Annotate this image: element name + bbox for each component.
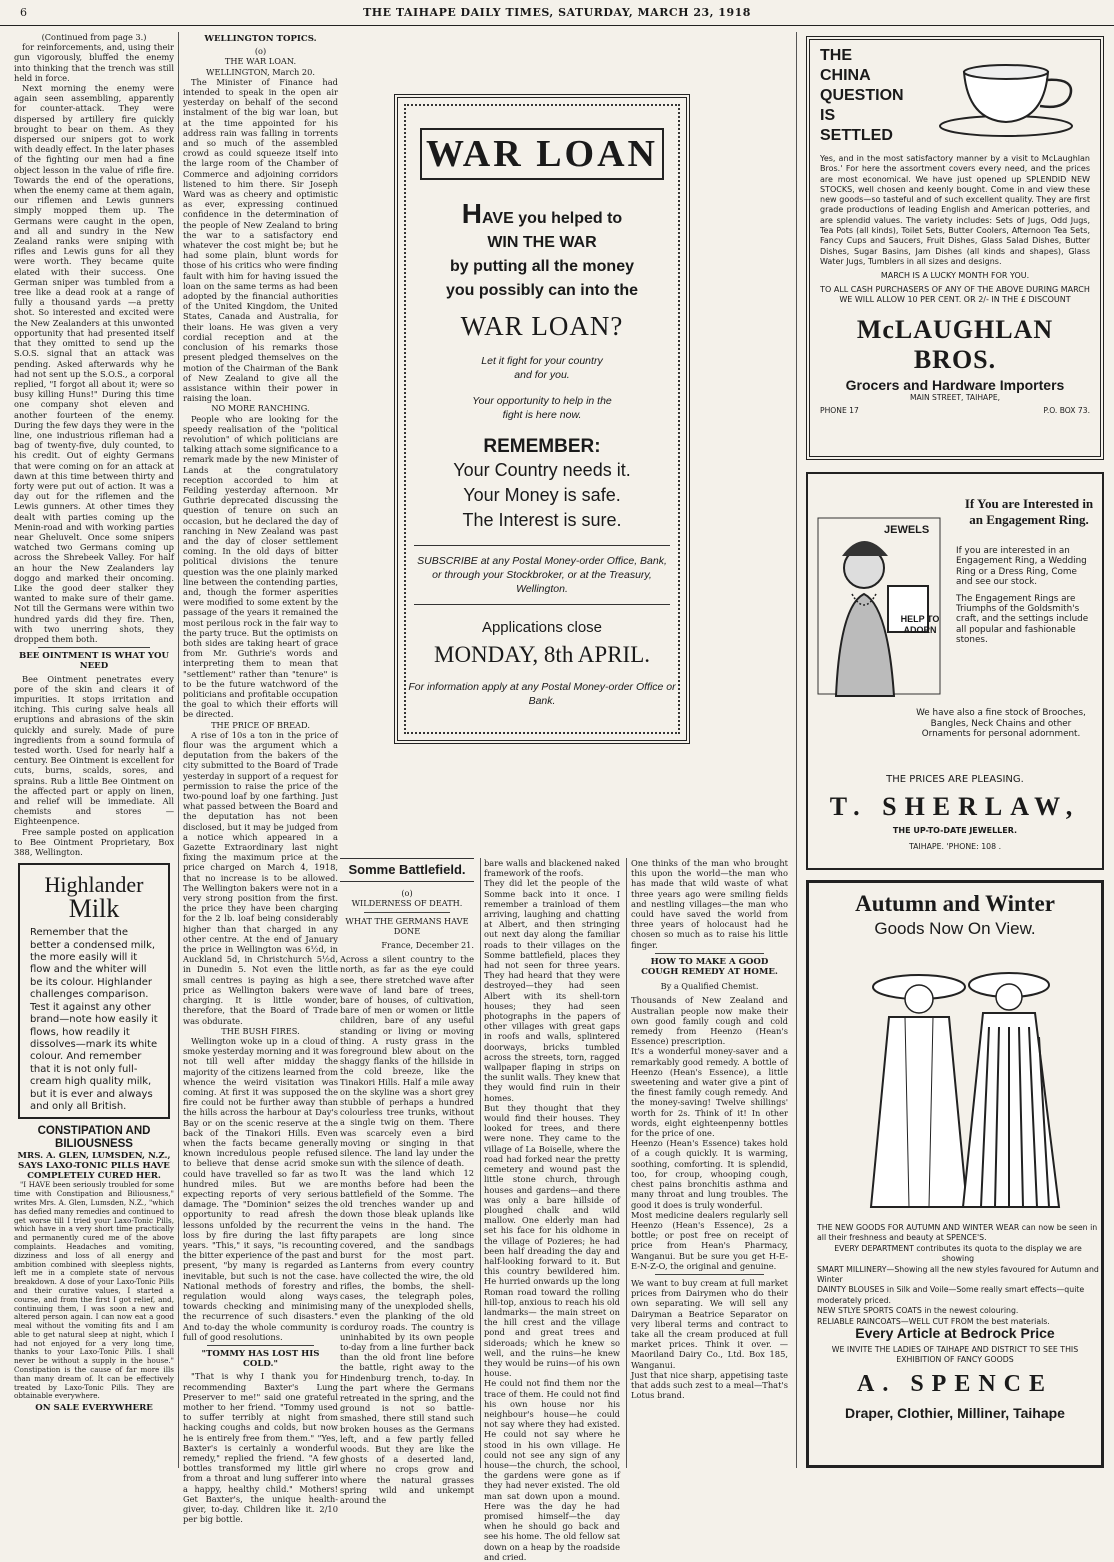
- article-paragraph: They did let the people of the Somme back into it once. I remember a trainload of them arriving, laughing and chatting at Albert, and then stringing out next day along the familiar roads to their villages on the Somme battlefield, places they had not seen for three years. They had heard that they were destroyed—they had seen Albert with its shell-torn houses; they had seen photographs in the papers of other villages with great gaps in roofs and walls, splintered doorways, bricks tumbled across the streets, torn, ragged wallpaper flaping in strips on the sunlit walls. They knew that they would find ruin in their homes.: [484, 878, 620, 1103]
- engagement-ring-title: If You are Interested in an Engagement Ring.: [964, 496, 1094, 527]
- highlander-milk-ad: [18, 863, 170, 1119]
- engagement-ring-text: If you are interested in an Engagement Ring, a Wedding Ring or a Dress Ring, Come and see our stock. The Engagement Rings are Triumphs of the Goldsmith's craft, and the settings include all popular and fashionable stones.: [956, 546, 1089, 646]
- constipation-title: CONSTIPATION AND BILIOUSNESS: [37, 1125, 151, 1151]
- subhead-bush-fires: THE BUSH FIRES.: [221, 1025, 300, 1036]
- column-cough-remedy: [626, 858, 788, 1468]
- article-paragraph: Heenzo (Hean's Essence) takes hold of a cough quickly. It is warming, soothing, comforting. It is splendid, too, for croup, whooping cough, chest pains bronchitis asthma and many throat and lung troubles. The good it does is truly wonderful.: [631, 1138, 788, 1210]
- somme-article: [340, 858, 474, 1505]
- divider: [207, 1345, 314, 1346]
- divider: [655, 953, 764, 954]
- fight-text: Let it fight for your country and for you.: [481, 355, 603, 381]
- column-war-news: [14, 32, 174, 1468]
- bee-ointment-heading: BEE OINTMENT IS WHAT YOU NEED: [18, 651, 170, 672]
- page-number: 6: [20, 6, 27, 19]
- sherlaw-address: TAIHAPE. 'PHONE: 108 .: [908, 842, 1002, 851]
- information-text: For information apply at any Postal Money-order Office or Bank.: [408, 681, 676, 707]
- separator: (o): [254, 46, 267, 57]
- subhead-bread: THE PRICE OF BREAD.: [211, 719, 310, 730]
- teacup-illustration: [936, 60, 1086, 140]
- article-paragraph: It was the land which 12 months before had been the battlefield of the Somme. The old trenches wander up and down those bleak uplands like the veins in the hand. The parapets are long since covered, and the sandbags burst for the most part. Lanterns from every country have collected the wire, the old rifles, the bombs, the shell-cases, the telegraph poles, many of the unexploded shells, even the planking of the old corduroy roads. The country is uninhabited by its own people to-day from a line further back than the old front line before the battle, right away to the Hindenburg trench, to-day. In the part where the Germans retreated in the spring, and the ground is not so battle-smashed, there still stand such broken houses as the Germans left, and a few partly felled woods. But they are like the ghosts of a deserted land, where no crops grow and where the natural grasses spring wild and unkempt around the: [340, 1168, 474, 1505]
- mclaughlan-ad: [806, 36, 1104, 460]
- march-heading: MARCH IS A LUCKY MONTH FOR YOU.: [880, 271, 1030, 281]
- remember-list: Your Country needs it. Your Money is safe. The Interest is sure.: [453, 460, 631, 530]
- constipation-ad: [14, 1125, 174, 1413]
- article-paragraph: It's a wonderful money-saver and a remarkably good remedy. A bottle of Heenzo (Hean's Essence), a little sweetening and water give a pint of the finest family cough remedy. And the money-saving! Twelve shillings' worth for 2s. Think of it! In other words, eight eighteenpenny bottles for the price of one.: [631, 1046, 788, 1139]
- invitation-text: WE INVITE THE LADIES OF TAIHAPE AND DISTRICT TO SEE THIS EXHIBITION OF FANCY GOODS: [831, 1345, 1079, 1364]
- sherlaw-ad: [806, 472, 1104, 870]
- jewels-label: JEWELS: [884, 524, 930, 536]
- column-wellington-topics: [178, 32, 338, 1525]
- somme-subhead: WILDERNESS OF DEATH.: [351, 898, 463, 909]
- war-loan-ad: [394, 94, 690, 744]
- article-paragraph: bare walls and blackened naked framework of the roofs.: [484, 858, 620, 879]
- somme-subhead-2: WHAT THE GERMANS HAVE DONE: [345, 915, 469, 936]
- closing-date: MONDAY, 8th APRIL.: [434, 642, 650, 667]
- masthead-title: THE TAIHAPE DAILY TIMES, SATURDAY, MARCH 23, 1918: [363, 6, 751, 19]
- subhead-ranching: NO MORE RANCHING.: [211, 403, 310, 414]
- remember-heading: REMEMBER:: [483, 436, 601, 457]
- lotus-notice: Just that nice sharp, appetising taste that adds such zest to a meal—That's Lotus brand.: [631, 1369, 788, 1401]
- dateline: France, December 21.: [381, 940, 474, 951]
- separator: (o): [401, 888, 413, 899]
- china-question-title: THE CHINA QUESTION IS SETTLED: [820, 47, 904, 144]
- war-loan-title: WAR LOAN: [420, 128, 664, 180]
- applications-close: Applications close: [481, 619, 603, 636]
- war-loan-question: HAVE you helped to WIN THE WAR by putting all the money you possibly can into the: [445, 198, 639, 299]
- article-paragraph: for reinforcements, and, using their gun vigorously, bluffed the enemy into thinking that the trench was still held in force.: [14, 42, 174, 83]
- spence-trade: Draper, Clothier, Milliner, Taihape: [845, 1405, 1065, 1421]
- autumn-winter-title: Autumn and Winter: [855, 891, 1055, 916]
- highlander-text: Remember that the better a condensed milk, the more easily will it flow and the whiter will be its colour. Highlander challenges comparison. Test it against any other brand—note how easily it flows, how readily it dissolves—mark its white colour. And remember that it is not only full-cream high quality milk, but it is ever and always and only all British.: [30, 927, 158, 1112]
- article-paragraph: Thousands of New Zealand and Australian people now make their own good family cough and cold remedy from Heenzo (Hean's Essence) prescription.: [631, 995, 788, 1047]
- article-paragraph: A rise of 10s a ton in the price of flour was the argument which a deputation from the bakers of the city submitted to the Board of Trade yesterday in support of a request for permission to raise the price of the two-pound loaf by one farthing. Just what passed between the Board and the deputation has not been disclosed, but it may be judged from a notice which appeared in a Gazette Extraordinary last night fixing the maximum price at the price charged on March 4, 1918, that no increase is to be allowed. The Wellington bakers were not in a very strong position from the first. the price they have been charging for the 2 lb. loaf being considerably higher than that charged in any other centre. At the end of January the price in Wellington was 6½d, in Auckland 5d, in Christchurch 5½d, in Dunedin 5. Not even the little small centres is paying as high a price as Wellington bakers were charging. It is little wonder, therefore, that the Board of Trade was obdurate.: [183, 729, 338, 1026]
- article-paragraph: Most medicine dealers regularly sell Heenzo (Hean's Essence), 2s a bottle; or post free on receipt of price from Hean's Pharmacy, Wanganui. But be sure you get H-E-E-N-Z-O, the original and genuine.: [631, 1209, 788, 1271]
- bee-ointment-sample: Free sample posted on application to Bee Ointment Proprietary, Box 388, Wellington.: [14, 826, 174, 858]
- ornaments-text: We have also a fine stock of Brooches, Bangles, Neck Chains and other Ornaments for personal adornment.: [916, 708, 1086, 740]
- mclaughlan-phone: PHONE 17: [820, 406, 859, 416]
- cough-remedy-heading: HOW TO MAKE A GOOD COUGH REMEDY AT HOME.: [641, 956, 778, 978]
- article-paragraph: He could not find them nor the trace of them. He could not find his own house nor his neighbour's house—he could not say where they had existed. He could not say where he stood in his own village. He could not see any sign of any house—the church, the school, the gardens were gone as if they had never existed. The old man sat down upon a mound. Here was the day he had promised himself—the day when he should go back and see his home. The old fellow sat down on a heap by the roadside and cried.: [484, 1378, 620, 1562]
- spence-ad: [806, 880, 1104, 1468]
- war-loan-title-2: WAR LOAN?: [460, 311, 624, 341]
- dairy-notice: We want to buy cream at full market prices from Dairymen who do their own separating. We will sell any Dairyman a Beatrice Separator on very liberal terms and contract to take all the cream produced at full market prices. Think it over. — Maoriland Dairy Co., Ltd. Box 185, Wanganui.: [631, 1277, 788, 1370]
- article-paragraph: Next morning the enemy were again seen assembling, apparently for counter-attack. They were dispersed by artillery fire quickly brought to bear on them. As they dispersed our snipers got to work with deadly effect. In the later phases of the fighting our men had a fine object lesson in the value of rifle fire. Towards the end of the operations, when the enemy came at them again, our riflemen and Lewis gunners simply mopped them up. The Germans were caught in the open, and all and sundry in the New Zealand ranks were sniping with rifles and Lewis guns for all they were worth. They became quite elated with their success. One German sniper was tumbled from a tree like a dead rook at a range of fully a thousand yards —a pretty shot. So interested and excited were the New Zealanders at this unwonted opportunity that had presented itself that they omitted to send up the S.O.S. signal that an attack was pending. Asked afterwards why he had not sent up the S.O.S., a corporal replied, "I forgot all about it; were so busy killing Huns!" During this time one company shot eleven and another fourteen of the enemy. During the few days they were in the line, one industrious rifleman had a bag of twenty-five, duly counted, to his credit. Out of eighty Germans that were coming on for an attack at dawn at this time between thirty and forty were put out of action. It was a day out for the riflemen and the Lewis gunners. At other times they dealt with parties coming up the Menin-road and with working parties near Gheluvelt. Once some snipers watched two Germans coming up across the Shrebeek Valley. For half an hour the New Zealanders lay doggo and marked their oncoming. Like the good deer stalker they wanted to make sure of their game. Not till the Germans were within two hundred yards did they fire. Then, with two unerring shots, they dropped them both.: [14, 83, 174, 644]
- lady-illustration: [816, 516, 942, 696]
- goods-on-view: Goods Now On View.: [874, 919, 1036, 938]
- discount-offer: TO ALL CASH PURCHASERS OF ANY OF THE ABOVE DURING MARCH WE WILL ALLOW 10 PER CENT. OR 2/- IN THE £ DISCOUNT: [820, 285, 1090, 305]
- spence-name: A. SPENCE: [856, 1371, 1054, 1397]
- dateline: WELLINGTON, March 20.: [206, 66, 315, 77]
- spence-body: THE NEW GOODS FOR AUTUMN AND WINTER WEAR can now be seen in all their freshness and beauty at SPENCE'S. EVERY DEPARTMENT contributes its quota to the display we are showing SMART MILLINERY—Showing all the new styles favoured for Autumn and Winter DAINTY BLOUSES in Silk and Voile—Some really smart effects—quite moderately priced. NEW STLYE SPORTS COATS in the newest colouring. RELIABLE RAINCOATS—WELL CUT FROM the best materials.: [817, 1223, 1099, 1326]
- bedrock-price: Every Article at Bedrock Price: [855, 1325, 1055, 1341]
- column-rule: [796, 32, 797, 1468]
- wellington-topics-heading: WELLINGTON TOPICS.: [204, 34, 317, 44]
- somme-title: Somme Battlefield.: [340, 858, 474, 882]
- continued-note: (Continued from page 3.): [41, 32, 147, 42]
- divider: [655, 1274, 764, 1275]
- article-paragraph: Wellington woke up in a cloud of smoke yesterday morning and it was not till well after midday the majority of the citizens learned from whence the weird visitation was coming. At first it was supposed the fire could not be further away than the hills across the harbour at Day's Bay or on the scenic reserve at the back of the Tinakori Hills. Even when the facts became generally known incredulous people refused to believe that dense acrid smoke could have travelled so far as two hundred miles. But we are expecting reports of very serious damage. The "Dominion" seizes the opportunity to read afresh the lessons unfolded by the recurrent loss by fire during the last fifty years. "This," it says, "is recounting the bitter experience of the past and present, "by many is regarded as inevitable, but such is not the case. National methods of forestry and regulation would along ways towards checking and minimising the recurrence of such disasters." And to-day the whole community is full of good resolutions.: [183, 1035, 338, 1342]
- article-paragraph: One thinks of the man who brought this upon the world—the man who has made that wild waste of what three years ago were smiling fields and nestling villages—the man who could have saved the world from three years of holocaust had he chosen so much as to raise his little finger.: [631, 858, 788, 950]
- divider: [38, 647, 150, 648]
- sherlaw-name: T. SHERLAW,: [829, 792, 1081, 821]
- mclaughlan-trade: Grocers and Hardware Importers: [845, 377, 1065, 394]
- masthead: [0, 0, 1114, 26]
- cough-remedy-byline: By a Qualified Chemist.: [660, 981, 759, 992]
- tommy-cold-heading: "TOMMY HAS LOST HIS COLD.": [201, 1349, 320, 1370]
- help-adorn-label: HELP TO ADORN: [900, 614, 940, 635]
- opportunity-text: Your opportunity to help in the fight is here now.: [472, 395, 612, 421]
- article-paragraph: But they thought that they would find their houses. They looked for trees, and there were none. They came to the village of La Boiselle, where the road had forked near the pretty cemetery and wound past the little stone church, through houses and gardens—and there was only a bare hillside of ploughed chalk and wild mallow. One elderly man had set his face for his oldhome in the village of Pozieres; he had been half dreading the day and half-looking forward to it. But this country bewildered him. He hurried onwards up the long Roman road toward the rolling hill-top, anxious to reach his old landmarks— the main street on the hill crest and the village pond and great trees and sideroads; which he knew so well, and the ruins—he knew they would be ruins—of his own house.: [484, 1102, 620, 1379]
- sherlaw-jeweller: THE UP-TO-DATE JEWELLER.: [892, 826, 1018, 835]
- mclaughlan-box: P.O. BOX 73.: [1043, 406, 1090, 416]
- mclaughlan-street: MAIN STREET, TAIHAPE,: [909, 393, 1001, 403]
- tommy-cold-text: "That is why I thank you for recommending Baxter's Lung Preserver to me!" said one grateful mother to her friend. "Tommy used to suffer terribly at night from hacking coughs and colds, but now he is entirely free from them." "Yes, Baxter's is certainly a wonderful remedy," replied the friend. "A few bottles transformed my little girl from a throat and lung sufferer into a happy, healthy child." Mothers! Get Baxter's, the unique health-giver, to-day. Children like it. 2/10 per big bottle.: [183, 1371, 338, 1525]
- bee-ointment-text: Bee Ointment penetrates every pore of the skin and clears it of impurities. It stops irritation and itching. This curing salve heals all eruptions and abrasions of the skin quickly and surely. Made of pure ingredients from a sound formula of tested worth. Used for nearly half a century. Bee Ointment is excellent for cuts, burns, scalds, sores, and sprains. Rub a little Bee Ointment on the affected part or apply on linen, and relief will be immediate. All chemists and stores —Eighteenpence.: [14, 673, 174, 827]
- constipation-byline: MRS. A. GLEN, LUMSDEN, N.Z., SAYS LAXO-TONIC PILLS HAVE COMPLETELY CURED HER.: [17, 1151, 171, 1182]
- subscribe-text: SUBSCRIBE at any Postal Money-order Office, Bank, or through your Stockbroker, or at the Treasury, Wellington.: [414, 545, 670, 605]
- prices-pleasing: THE PRICES ARE PLEASING.: [886, 774, 1024, 785]
- fashion-illustration: [849, 957, 1079, 1219]
- highlander-title: Highlander Milk: [44, 872, 144, 924]
- mclaughlan-name: McLAUGHLAN BROS.: [856, 315, 1054, 375]
- constipation-text: "I HAVE been seriously troubled for some time with Constipation and Biliousness," writes Mrs. A. Glen, Lumsden, N.Z., "which has defied many remedies and continued to get worse till I tried your Laxo-Tonic Pills, which have in a very short time practically and permanently cured me of the above complaints. Headaches and vomiting, dizziness and loss of all energy and ambition combined with sleepless nights, left me in a complete state of nervous breakdown. A dose of your Laxo-Tonic Pills and their curative values, I started a course, and from the first I got relief, and, continuing them, I was soon a new and altered person again. I can now eat a good meal without the vomiting fits and I am able to get natural sleep at night, which I had not enjoyed for a very long time, thanks to your Laxo-Tonic Pills. I shall never be without a supply in the house." Constipation is the cause of far more ills than many dream of. It can be effectively treated by Laxo-Tonic Pills. They are obtainable everywhere.: [14, 1180, 174, 1401]
- article-paragraph: The Minister of Finance had intended to speak in the open air yesterday on behalf of the second instalment of the big war loan, but at the time appointed for his address rain was falling in torrents and so much of the assembled crowd as could squeeze itself into the large room of the Chamber of Commerce and adjoining corridors listened to him there. Sir Joseph Ward was as cheery and optimistic as ever, expressing continued confidence in the determination of the people of New Zealand to bring the war to a satisfactory end whatever the cost might be; but he had some plain, blunt words for those of his critics who were finding fault with him for having issued the loan on the same terms as had been adopted by the financial authorities of the United Kingdom, the United States, Canada and Australia, for their loans. He was given a very cordial reception and at the conclusion of his remarks those present pledged themselves on the motion of the Chairman of the Bank of New Zealand to give all the assistance within their power in raising the loan.: [183, 76, 338, 404]
- constipation-footer: ON SALE EVERYWHERE: [35, 1403, 153, 1414]
- china-body-text: Yes, and in the most satisfactory manner by a visit to McLaughlan Bros.' For here the assortment covers every need, and the prices are most economical. We have just opened up SPLENDID NEW STOCKS, well chosen and keenly bought. Come in and view these new goods—so tasteful and of such excellent quality. They are first grade productions of leading English and American potteries, and are splendid values. The variety includes: Sets of Jugs, Odd Jugs, Tea Pots (all kinds), Toilet Sets, Butter Coolers, Afternoon Tea Sets, Fancy Cups and Saucers, Fruit Dishes, Glass Salad Dishes, Butter Dishes, Sugar Basins, Jam Dishes (all kinds and shapes), Glass Water Jugs, Tumblers in all sizes and designs.: [820, 154, 1090, 266]
- subhead-war-loan: THE WAR LOAN.: [224, 56, 297, 67]
- somme-continued: [480, 858, 620, 1562]
- divider: [364, 912, 450, 913]
- article-paragraph: People who are looking for the speedy realisation of the "political revolution" of which politicians are talking attach some significance to a remark made by the new Minister of Lands at the congratulatory reception accorded to him at Feilding yesterday afternoon. Mr Guthrie deprecated discussing the question of tenure on such an occasion, but he declared the day of ranching in New Zealand was past and the day of closer settlement coming. In the old days of bitter political divisions the tenure question was the one plainly marked line between the contending parties, and, though the former asperities were modified to some extent by the passage of the years it remained the most perilous rock in the fair way to the party truce. But the optimists on both sides are taking heart of grace from Mr. Guthrie's words and interpreting them to mean that "settlement" rather than "tenure" is to be the future watchword of the politicians and profitable occupation the goal to which their efforts will be directed.: [183, 413, 338, 720]
- article-paragraph: Across a silent country to the north, as far as the eye could see, there stretched wave after wave of land bare of trees, bare of houses, of cultivation, bare of men or women or little children, bare of any useful standing or living or moving thing. A rusty grass in the foreground blew about on the shaggy flanks of the hillside in the cold breeze, like the Tinakori Hills. Half a mile away on the skyline was a short grey stubble of perhaps a hundred colourless tree trunks, without a single twig on them. There was scarcely even a bird moving or singing in that silence. The land lay under the sun with the silence of death.: [340, 954, 474, 1169]
